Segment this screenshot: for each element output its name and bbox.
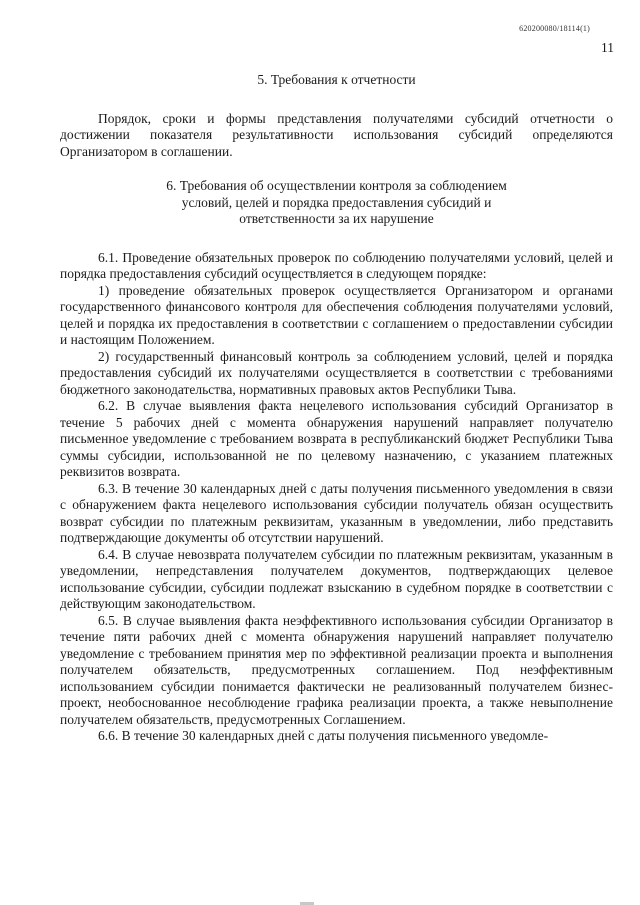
section-5-paragraph: Порядок, сроки и формы представления получателями субсидий отчетности о достижении показателя результативности использования субсидий определяются Организатором в соглашении. xyxy=(60,110,613,159)
clause-6-3: 6.3. В течение 30 календарных дней с даты получения письменного уведомления в связи с обнаружением факта нецелевого использования субсидии получатель обязан осуществить возврат субсидии по платежным реквизитам, указанным в уведомлении, либо представить подтверждающие документы об отсутствии нарушений. xyxy=(60,480,613,545)
section-6-title-line: условий, целей и порядка предоставления субсидий и xyxy=(181,194,492,210)
clause-6-2: 6.2. В случае выявления факта нецелевого использования субсидий Организатор в течение 5 рабочих дней с момента обнаружения нарушений направляет получателю письменное уведомление с требованием возврата в республиканский бюджет Республики Тыва суммы субсидии, использованной не по целевому назначению, с указанием платежных реквизитов возврата. xyxy=(60,398,613,479)
clause-6-1-item-2: 2) государственный финансовый контроль за соблюдением условий, целей и порядка предоставления субсидий их получателями осуществляется в соответствии с требованиями бюджетного законодательства, нормативных правовых актов Республики Тыва. xyxy=(60,348,613,397)
section-5-title: 5. Требования к отчетности xyxy=(257,72,416,87)
clause-6-6: 6.6. В течение 30 календарных дней с даты получения письменного уведомле- xyxy=(98,728,549,743)
section-6-title-line: 6. Требования об осуществлении контроля за соблюдением xyxy=(166,178,507,193)
clause-6-1-item-1: 1) проведение обязательных проверок осуществляется Организатором и органами государственного финансового контроля для обеспечения соблюдения получателями условий, целей и порядка их предоставления в соответствии с соглашением о предоставлении субсидии и настоящим Положением. xyxy=(60,282,613,347)
document-body xyxy=(60,62,613,745)
clause-6-1: 6.1. Проведение обязательных проверок по соблюдению получателями условий, целей и порядка предоставления субсидий осуществляется в следующем порядке: xyxy=(60,249,613,281)
document-code: 620200080/18114(1) xyxy=(519,24,590,33)
clause-6-5: 6.5. В случае выявления факта неэффективного использования субсидии Организатор в течение пяти рабочих дней с момента обнаружения нарушений направляет получателю уведомление с требованием принятия мер по эффективной реализации проекта и выполнения получателем обязательств, предусмотренных соглашением. Под неэффективным использованием субсидии понимается фактически не реализованный получателем бизнес-проект, необоснованное несоблюдение графика реализации проекта, а также невыполнение получателем обязательств, предусмотренных Соглашением. xyxy=(60,612,613,727)
page-number: 11 xyxy=(601,40,614,55)
section-6-title xyxy=(60,178,613,228)
clause-6-4: 6.4. В случае невозврата получателем субсидии по платежным реквизитам, указанным в уведомлении, непредставления получателем документов, подтверждающих целевое использование субсидии, субсидии подлежат взысканию в судебном порядке в соответствии с действующим законодательством. xyxy=(60,546,613,611)
section-6-title-line: ответственности за их нарушение xyxy=(239,211,434,226)
